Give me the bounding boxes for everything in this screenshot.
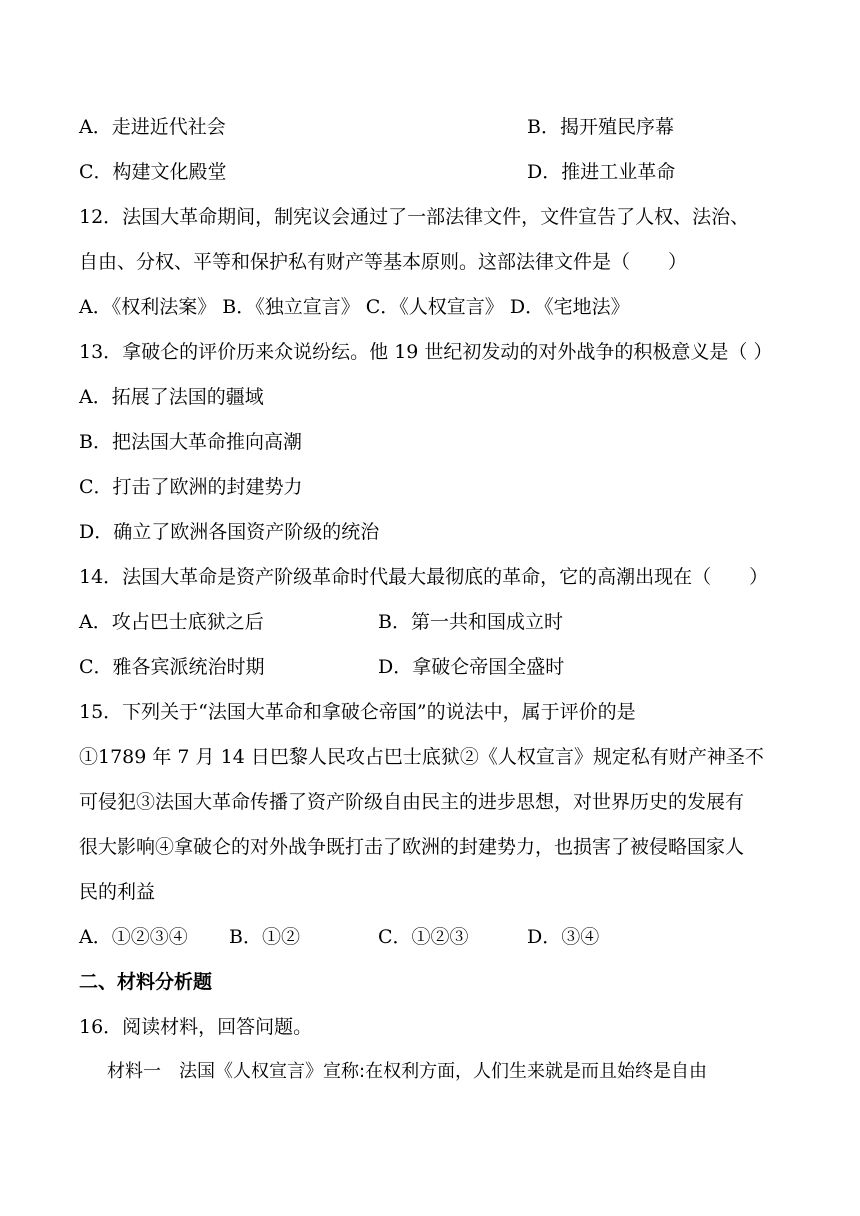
q11-option-b: B．揭开殖民序幕	[527, 116, 674, 138]
q15-body-line2: 可侵犯③法国大革命传播了资产阶级自由民主的进步思想，对世界历史的发展有	[79, 791, 745, 813]
q15-option-c: C．①②③	[378, 926, 469, 948]
q16-stem: 16．阅读材料，回答问题。	[79, 1016, 313, 1038]
q11-option-c: C．构建文化殿堂	[79, 161, 227, 183]
q11-option-d: D．推进工业革命	[527, 161, 676, 183]
q15-stem: 15．下列关于“法国大革命和拿破仑帝国”的说法中，属于评价的是	[79, 701, 636, 723]
q15-option-a: A．①②③④	[79, 926, 188, 948]
q13-option-b: B．把法国大革命推向高潮	[79, 431, 302, 453]
q14-option-a: A．攻占巴士底狱之后	[79, 611, 264, 633]
q15-body-line4: 民的利益	[79, 881, 156, 903]
q14-option-d: D．拿破仑帝国全盛时	[378, 656, 565, 678]
q14-stem: 14．法国大革命是资产阶级革命时代最大最彻底的革命，它的高潮出现在（ ）	[79, 566, 769, 588]
q12-stem-line1: 12．法国大革命期间，制宪议会通过了一部法律文件，文件宣告了人权、法治、	[79, 206, 750, 228]
q13-stem: 13．拿破仑的评价历来众说纷纭。他 19 世纪初发动的对外战争的积极意义是（ ）	[79, 341, 773, 363]
q16-material1: 材料一 法国《人权宣言》宣称:在权利方面，人们生来就是而且始终是自由	[107, 1061, 708, 1082]
section-heading: 二、材料分析题	[79, 971, 213, 993]
q15-body-line3: 很大影响④拿破仑的对外战争既打击了欧洲的封建势力，也损害了被侵略国家人	[79, 836, 745, 858]
q12-options: A．《权利法案》 B．《独立宣言》 C．《人权宣言》 D．《宅地法》	[79, 296, 630, 318]
q14-option-b: B．第一共和国成立时	[378, 611, 563, 633]
q11-option-a: A．走进近代社会	[79, 116, 226, 138]
q13-option-a: A．拓展了法国的疆域	[79, 386, 264, 408]
q15-body-line1: ①1789 年 7 月 14 日巴黎人民攻占巴士底狱②《人权宣言》规定私有财产神圣不	[79, 746, 764, 768]
q14-option-c: C．雅各宾派统治时期	[79, 656, 265, 678]
q13-option-c: C．打击了欧洲的封建势力	[79, 476, 303, 498]
q13-option-d: D．确立了欧洲各国资产阶级的统治	[79, 521, 380, 543]
q12-stem-line2: 自由、分权、平等和保护私有财产等基本原则。这部法律文件是（ ）	[79, 251, 688, 273]
q15-option-d: D．③④	[527, 926, 600, 948]
q15-option-b: B．①②	[229, 926, 300, 948]
